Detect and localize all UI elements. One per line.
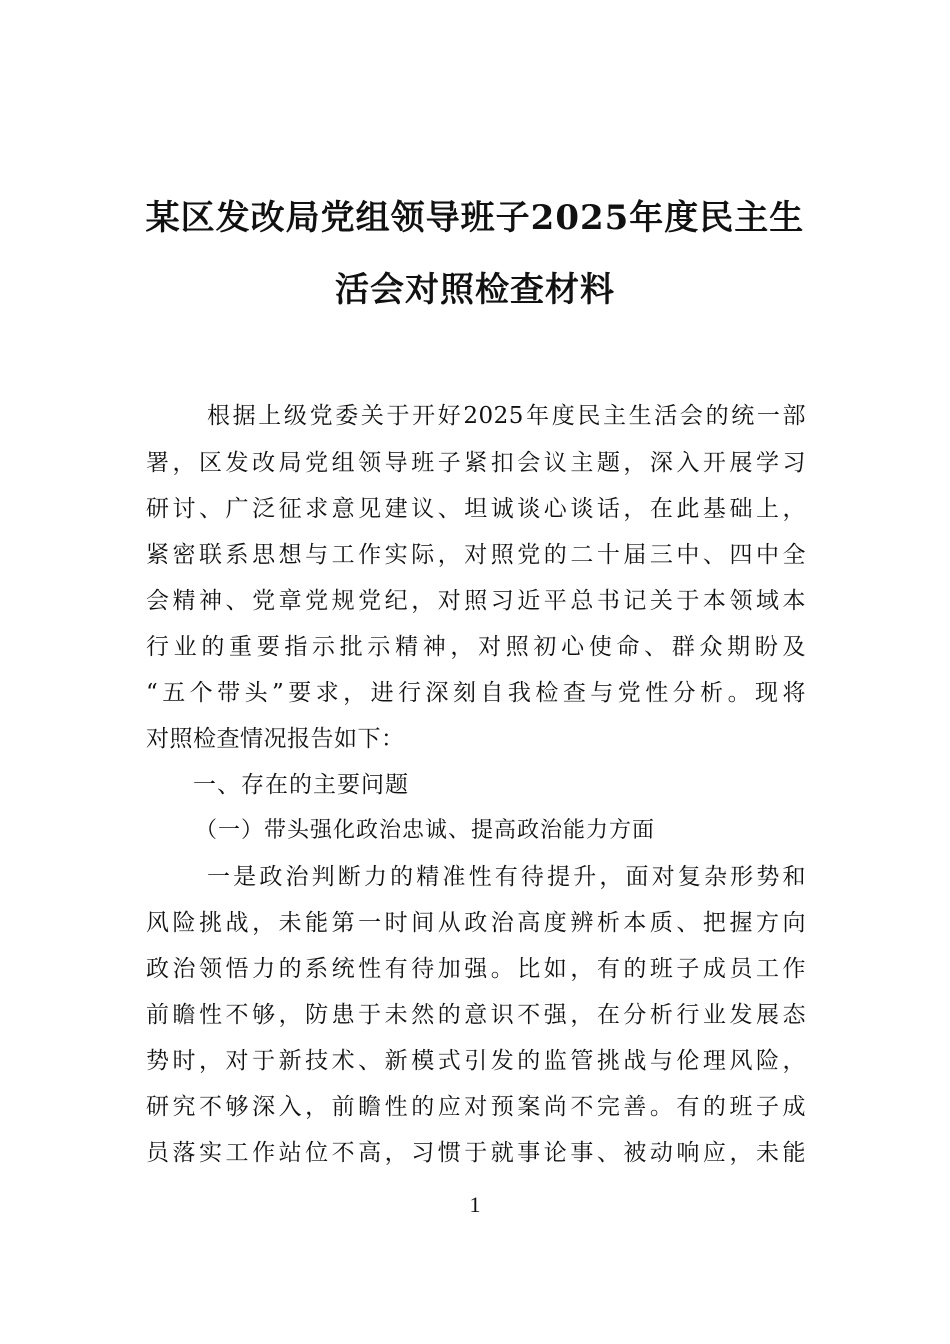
intro-paragraph-line: 对照检查情况报告如下：: [146, 726, 405, 752]
intro-paragraph-line: 研讨、广泛征求意见建议、坦诚谈心谈话，在此基础上，: [146, 496, 806, 522]
document-title-line-1: 某区发改局党组领导班子2025年度民主生: [145, 198, 805, 238]
document-title-line-2: 活会对照检查材料: [335, 270, 615, 310]
intro-paragraph-line: 根据上级党委关于开好2025年度民主生活会的统一部: [207, 403, 806, 429]
section-heading-1: 一、存在的主要问题: [193, 772, 409, 798]
body-paragraph-line: 研究不够深入，前瞻性的应对预案尚不完善。有的班子成: [146, 1094, 806, 1120]
section-heading-2: （一）带头强化政治忠诚、提高政治能力方面: [195, 818, 656, 843]
body-paragraph-line: 势时，对于新技术、新模式引发的监管挑战与伦理风险，: [146, 1048, 806, 1074]
intro-paragraph-line: 署，区发改局党组领导班子紧扣会议主题，深入开展学习: [146, 450, 806, 476]
body-paragraph-line: 一是政治判断力的精准性有待提升，面对复杂形势和: [207, 864, 806, 890]
body-paragraph-line: 前瞻性不够，防患于未然的意识不强，在分析行业发展态: [146, 1002, 806, 1028]
body-paragraph-line: 员落实工作站位不高，习惯于就事论事、被动响应，未能: [146, 1140, 806, 1166]
page-number: 1: [469, 1192, 481, 1217]
body-paragraph-line: 风险挑战，未能第一时间从政治高度辨析本质、把握方向: [146, 910, 806, 936]
intro-paragraph-line: 紧密联系思想与工作实际，对照党的二十届三中、四中全: [146, 542, 806, 568]
intro-paragraph-line: 会精神、党章党规党纪，对照习近平总书记关于本领域本: [146, 588, 806, 614]
body-paragraph-line: 政治领悟力的系统性有待加强。比如，有的班子成员工作: [146, 956, 806, 982]
intro-paragraph-line: 行业的重要指示批示精神，对照初心使命、群众期盼及: [146, 634, 806, 660]
intro-paragraph-line: “五个带头”要求，进行深刻自我检查与党性分析。现将: [146, 680, 806, 706]
